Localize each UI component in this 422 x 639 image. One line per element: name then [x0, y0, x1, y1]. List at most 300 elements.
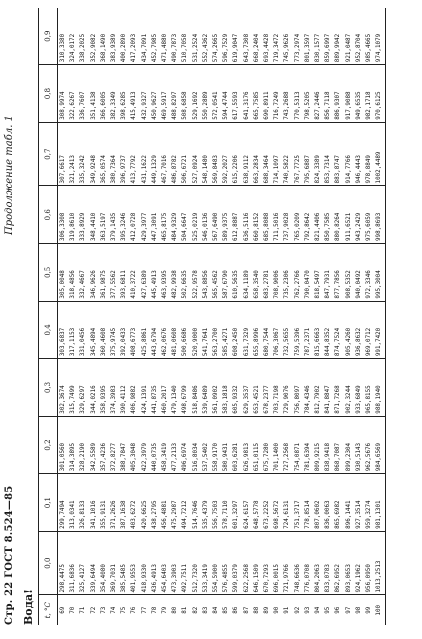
temperature-cell: 74: [109, 595, 119, 625]
table-row: [180, 8, 190, 625]
value-cell: 841,8847: [323, 359, 333, 417]
value-cell: 406,9882: [129, 359, 139, 417]
value-cell: 678,2377: [262, 359, 272, 417]
value-cell: 420,6625: [140, 474, 150, 532]
value-cell: 703,7198: [272, 359, 282, 417]
column-header: 0,3: [39, 359, 58, 417]
value-cell: 610,5635: [231, 244, 241, 302]
value-cell: 1013,2513: [374, 531, 385, 595]
value-cell: 608,2450: [231, 301, 241, 359]
temperature-cell: 93: [303, 595, 313, 625]
value-cell: 865,6982: [333, 474, 343, 532]
value-cell: 729,9076: [282, 359, 292, 417]
value-cell: 522,9578: [191, 244, 201, 302]
value-cell: 548,1480: [201, 122, 211, 186]
value-cell: 344,0216: [89, 359, 99, 417]
value-cell: 567,6490: [211, 186, 221, 244]
value-cell: 398,6285: [119, 65, 129, 123]
value-cell: 905,4260: [344, 301, 354, 359]
value-cell: 563,2700: [211, 301, 221, 359]
value-cell: 460,2017: [160, 359, 170, 417]
value-cell: 339,6494: [89, 531, 99, 595]
value-cell: 762,2766: [293, 244, 303, 302]
value-cell: 338,2025: [80, 33, 87, 63]
value-cell: 422,3979: [140, 416, 150, 474]
temperature-cell: 85: [221, 595, 231, 625]
value-cell: 471,4880: [162, 33, 169, 63]
value-cell: 317,1153: [68, 301, 78, 359]
value-cell: 809,9215: [313, 416, 323, 474]
temperature-cell: 83: [201, 595, 211, 625]
value-cell: 425,8861: [140, 301, 150, 359]
table-row: [272, 8, 282, 625]
value-cell: 874,7524: [333, 301, 343, 359]
value-cell: 871,7268: [333, 359, 343, 417]
value-cell: 506,6721: [180, 122, 190, 186]
value-cell: 533,3419: [201, 531, 211, 595]
value-cell: 319,8610: [68, 186, 78, 244]
value-cell: 972,3346: [364, 244, 374, 302]
value-cell: 838,9418: [323, 416, 333, 474]
value-cell: 617,5593: [231, 65, 241, 123]
value-cell: 956,0950: [364, 531, 374, 595]
value-cell: 576,4855: [221, 531, 231, 595]
value-cell: 413,7792: [129, 122, 139, 186]
value-cell: 558,9170: [211, 416, 221, 474]
saturation-data-table: [38, 8, 386, 625]
value-cell: 787,2371: [303, 301, 313, 359]
value-cell: 308,9974: [58, 65, 69, 123]
value-cell: 833,0783: [323, 531, 333, 595]
value-cell: 529,1692: [191, 65, 201, 123]
value-cell: 396,9737: [119, 122, 129, 186]
value-cell: 807,0602: [313, 474, 323, 532]
value-cell: 341,1016: [89, 474, 99, 532]
table-row: [364, 8, 374, 625]
value-cell: 374,3983: [109, 359, 119, 417]
value-cell: 486,8782: [170, 122, 180, 186]
value-cell: 306,3308: [58, 186, 69, 244]
value-cell: 349,9248: [89, 122, 99, 186]
value-cell: 403,6272: [129, 474, 139, 532]
column-header: 0,1: [39, 474, 58, 532]
value-cell: 500,6686: [180, 301, 190, 359]
value-cell: 554,5900: [211, 531, 221, 595]
value-cell: 583,1818: [221, 359, 231, 417]
temperature-cell: 91: [282, 595, 292, 625]
value-cell: 751,3717: [293, 474, 303, 532]
value-cell: 458,3419: [160, 416, 170, 474]
table-row: [221, 8, 231, 625]
value-cell: 981,1301: [374, 474, 385, 532]
value-cell: 594,4744: [221, 65, 231, 123]
value-cell: 889,9942: [335, 33, 342, 63]
value-cell: 462,0676: [160, 301, 170, 359]
value-cell: 1002,4489: [374, 122, 385, 186]
value-cell: 665,7585: [252, 65, 262, 123]
value-cell: 494,7212: [180, 474, 190, 532]
value-cell: 346,9626: [89, 244, 99, 302]
value-cell: 685,8088: [262, 186, 272, 244]
temperature-cell: 72: [89, 595, 99, 625]
value-cell: 326,8133: [78, 474, 88, 532]
value-cell: 984,6569: [374, 416, 385, 474]
value-cell: 477,2133: [170, 416, 180, 474]
value-cell: 400,2890: [121, 33, 128, 63]
value-cell: 974,1079: [374, 8, 385, 65]
value-cell: 818,5497: [313, 244, 323, 302]
value-cell: 408,6773: [129, 301, 139, 359]
value-cell: 357,4236: [99, 416, 109, 474]
value-cell: 469,5917: [160, 65, 170, 123]
value-cell: 305,0048: [58, 244, 69, 302]
value-cell: 314,3895: [68, 416, 78, 474]
value-cell: 975,6059: [364, 186, 374, 244]
value-cell: 936,8632: [354, 301, 364, 359]
value-cell: 631,7329: [242, 301, 252, 359]
temperature-cell: 76: [129, 595, 139, 625]
value-cell: 978,8849: [364, 122, 374, 186]
value-cell: 641,3176: [242, 65, 252, 123]
value-cell: 859,6997: [325, 33, 332, 63]
column-header-temperature: t, °C: [39, 595, 58, 625]
value-cell: 456,4881: [160, 474, 170, 532]
value-cell: 318,4856: [68, 244, 78, 302]
value-cell: 401,9553: [129, 531, 139, 595]
value-cell: 360,4608: [99, 301, 109, 359]
temperature-cell: 77: [140, 595, 150, 625]
value-cell: 436,4913: [150, 531, 160, 595]
value-cell: 962,5676: [364, 416, 374, 474]
value-cell: 527,0924: [191, 122, 201, 186]
value-cell: 688,3464: [262, 122, 272, 186]
value-cell: 510,7058: [182, 33, 189, 63]
value-cell: 405,3048: [129, 416, 139, 474]
value-cell: 790,0470: [303, 244, 313, 302]
table-row: [374, 8, 385, 625]
value-cell: 569,8483: [211, 122, 221, 186]
value-cell: 429,3977: [140, 186, 150, 244]
temperature-cell: 89: [262, 595, 272, 625]
value-cell: 693,4428: [264, 33, 271, 63]
value-cell: 680,7544: [262, 301, 272, 359]
value-cell: 877,7856: [333, 244, 343, 302]
value-cell: 850,7585: [323, 186, 333, 244]
value-cell: 424,1391: [140, 359, 150, 417]
temperature-cell: 84: [211, 595, 221, 625]
value-cell: 375,9745: [109, 301, 119, 359]
value-cell: 310,3380: [60, 33, 66, 63]
value-cell: 959,3274: [364, 474, 374, 532]
value-cell: 759,5396: [293, 301, 303, 359]
value-cell: 812,7902: [313, 359, 323, 417]
value-cell: 336,7607: [78, 65, 88, 123]
temperature-cell: 80: [170, 595, 180, 625]
value-cell: 502,6635: [180, 244, 190, 302]
table-row: [313, 8, 323, 625]
value-cell: 634,1189: [242, 244, 252, 302]
table-row: [323, 8, 333, 625]
value-cell: 427,6389: [140, 244, 150, 302]
value-cell: 525,0219: [191, 186, 201, 244]
value-cell: 473,3903: [170, 531, 180, 595]
value-cell: 675,7280: [262, 416, 272, 474]
value-cell: 643,7308: [243, 33, 250, 63]
temperature-cell: 90: [272, 595, 282, 625]
value-cell: 745,9626: [284, 33, 291, 63]
value-cell: 498,6799: [180, 359, 190, 417]
value-cell: 379,1435: [109, 186, 119, 244]
value-cell: 778,8514: [303, 474, 313, 532]
value-cell: 415,4913: [129, 65, 139, 123]
value-cell: 321,2413: [68, 122, 78, 186]
value-cell: 481,0608: [170, 301, 180, 359]
value-cell: 441,8735: [150, 359, 160, 417]
value-cell: 708,9006: [272, 244, 282, 302]
value-cell: 924,1962: [354, 531, 364, 595]
value-cell: 322,6267: [68, 65, 78, 123]
value-cell: 541,7641: [201, 301, 211, 359]
value-cell: 539,6489: [201, 359, 211, 417]
value-cell: 484,9329: [170, 186, 180, 244]
value-cell: 302,3674: [58, 359, 69, 417]
value-cell: 388,7847: [119, 416, 129, 474]
value-cell: 531,2524: [192, 33, 199, 63]
value-cell: 516,8034: [191, 416, 201, 474]
table-row: [58, 8, 69, 625]
value-cell: 970,6125: [374, 65, 385, 123]
column-header: 0,0: [39, 531, 58, 595]
value-cell: 361,9875: [99, 244, 109, 302]
value-cell: 587,6790: [221, 244, 231, 302]
value-cell: 792,8642: [303, 186, 313, 244]
value-cell: 556,7503: [211, 474, 221, 532]
value-cell: 781,6394: [303, 416, 313, 474]
value-cell: 998,8693: [374, 186, 385, 244]
value-cell: 893,0653: [344, 531, 354, 595]
value-cell: 856,7118: [323, 65, 333, 123]
value-cell: 445,4913: [150, 244, 160, 302]
value-cell: 514,7646: [191, 474, 201, 532]
value-cell: 449,1329: [150, 122, 160, 186]
temperature-cell: 78: [150, 595, 160, 625]
table-row: [211, 8, 221, 625]
value-cell: 804,2063: [313, 531, 323, 595]
value-cell: 331,0456: [78, 301, 88, 359]
value-cell: 325,4127: [78, 531, 88, 595]
value-cell: 940,0492: [354, 244, 364, 302]
value-cell: 902,3244: [344, 359, 354, 417]
value-cell: 342,5589: [89, 416, 99, 474]
table-row: [344, 8, 354, 625]
value-cell: 969,0712: [364, 301, 374, 359]
table-row: [201, 8, 211, 625]
value-cell: 714,1097: [272, 122, 282, 186]
value-cell: 868,7087: [333, 416, 343, 474]
value-cell: 463,9395: [160, 244, 170, 302]
temperature-cell: 100: [374, 595, 385, 625]
value-cell: 299,7494: [58, 474, 69, 532]
value-cell: 946,4443: [354, 122, 364, 186]
header-row: [39, 8, 58, 625]
value-cell: 385,5485: [119, 531, 129, 595]
value-cell: 565,4562: [211, 244, 221, 302]
value-cell: 368,1490: [100, 33, 107, 63]
value-cell: 496,6974: [180, 416, 190, 474]
value-cell: 952,8704: [355, 33, 362, 63]
table-row: [68, 8, 78, 625]
value-cell: 701,1400: [272, 416, 282, 474]
value-cell: 383,9389: [111, 33, 118, 63]
value-cell: 303,6837: [58, 301, 69, 359]
value-cell: 432,9327: [140, 65, 150, 123]
value-cell: 668,2404: [253, 33, 260, 63]
value-cell: 552,4362: [202, 33, 209, 63]
value-cell: 574,2665: [213, 33, 220, 63]
value-cell: 412,0728: [129, 186, 139, 244]
value-cell: 949,6535: [354, 65, 364, 123]
value-cell: 622,2568: [242, 531, 252, 595]
value-cell: 313,0341: [68, 474, 78, 532]
value-cell: 911,6521: [344, 186, 354, 244]
value-cell: 683,2781: [262, 244, 272, 302]
value-cell: 896,1441: [344, 474, 354, 532]
value-cell: 332,4667: [78, 244, 88, 302]
value-cell: 348,4410: [89, 186, 99, 244]
value-cell: 324,0172: [70, 33, 77, 63]
value-cell: 599,0379: [231, 531, 241, 595]
value-cell: 690,8911: [262, 65, 272, 123]
value-cell: 991,7420: [374, 301, 385, 359]
value-cell: 619,9047: [233, 33, 240, 63]
table-row: [191, 8, 201, 625]
value-cell: 307,6617: [58, 122, 69, 186]
value-cell: 479,1340: [170, 359, 180, 417]
value-cell: 393,6811: [119, 244, 129, 302]
value-cell: 447,3091: [150, 186, 160, 244]
table-row: [252, 8, 262, 625]
value-cell: 716,7249: [272, 65, 282, 123]
table-row: [89, 8, 99, 625]
value-cell: 328,2190: [78, 416, 88, 474]
value-cell: 434,7091: [141, 33, 148, 63]
value-cell: 827,2446: [313, 65, 323, 123]
value-cell: 933,6849: [354, 359, 364, 417]
value-cell: 410,3722: [129, 244, 139, 302]
value-cell: 638,9112: [242, 122, 252, 186]
value-cell: 756,8097: [293, 359, 303, 417]
value-cell: 706,3067: [272, 301, 282, 359]
temperature-cell: 82: [191, 595, 201, 625]
value-cell: 737,9028: [282, 186, 292, 244]
value-cell: 492,7511: [180, 531, 190, 595]
value-cell: 740,5822: [282, 122, 292, 186]
value-cell: 815,6663: [313, 301, 323, 359]
value-cell: 914,7766: [344, 122, 354, 186]
value-cell: 543,8856: [201, 244, 211, 302]
temperature-cell: 70: [68, 595, 78, 625]
value-cell: 886,9307: [333, 65, 343, 123]
value-cell: 748,6636: [293, 531, 303, 595]
value-cell: 735,2306: [282, 244, 292, 302]
value-cell: 535,4379: [201, 474, 211, 532]
temperature-cell: 98: [354, 595, 364, 625]
value-cell: 844,8352: [323, 301, 333, 359]
value-cell: 355,9131: [99, 474, 109, 532]
value-cell: 965,8155: [364, 359, 374, 417]
value-cell: 648,5778: [252, 474, 262, 532]
value-cell: 488,8297: [170, 65, 180, 123]
value-cell: 417,2093: [131, 33, 138, 63]
temperature-cell: 92: [293, 595, 303, 625]
value-cell: 431,1622: [140, 122, 150, 186]
column-header: 0,4: [39, 301, 58, 359]
table-row: [129, 8, 139, 625]
value-cell: 452,7985: [151, 33, 158, 63]
value-cell: 767,7725: [293, 122, 303, 186]
value-cell: 776,0708: [303, 531, 313, 595]
value-cell: 298,4475: [58, 531, 69, 595]
value-cell: 601,3297: [231, 474, 241, 532]
value-cell: 908,5352: [344, 244, 354, 302]
value-cell: 626,9813: [242, 416, 252, 474]
temperature-cell: 81: [180, 595, 190, 625]
temperature-cell: 75: [119, 595, 129, 625]
value-cell: 798,5205: [303, 65, 313, 123]
value-cell: 438,2795: [150, 474, 160, 532]
table-body: [58, 8, 386, 625]
value-cell: 770,5313: [293, 65, 303, 123]
value-cell: 518,8486: [191, 359, 201, 417]
value-cell: 561,0902: [211, 359, 221, 417]
value-cell: 646,1509: [252, 531, 262, 595]
value-cell: 329,6297: [78, 359, 88, 417]
column-header: 0,2: [39, 416, 58, 474]
value-cell: 605,9332: [231, 359, 241, 417]
column-header: 0,8: [39, 65, 58, 123]
value-cell: 724,6131: [282, 474, 292, 532]
value-cell: 927,3514: [354, 474, 364, 532]
value-cell: 773,2974: [294, 33, 301, 63]
value-cell: 333,8929: [78, 186, 88, 244]
table-row: [160, 8, 170, 625]
value-cell: 395,3246: [119, 186, 129, 244]
temperature-cell: 79: [160, 595, 170, 625]
value-cell: 550,2889: [201, 65, 211, 123]
value-cell: 836,0063: [323, 474, 333, 532]
column-header: 0,5: [39, 244, 58, 302]
value-cell: 301,0560: [58, 416, 69, 474]
value-cell: 443,6794: [150, 301, 160, 359]
value-cell: 615,2206: [231, 122, 241, 186]
table-row: [242, 8, 252, 625]
value-cell: 546,0136: [201, 186, 211, 244]
value-cell: 372,8277: [109, 416, 119, 474]
value-cell: 847,7931: [323, 244, 333, 302]
value-cell: 930,5143: [354, 416, 364, 474]
value-cell: 988,1940: [374, 359, 385, 417]
value-cell: 985,4665: [366, 33, 373, 63]
value-cell: 467,7016: [160, 122, 170, 186]
value-cell: 636,5116: [242, 186, 252, 244]
column-header: 0,9: [39, 8, 58, 65]
value-cell: 335,3242: [78, 122, 88, 186]
value-cell: 512,7320: [191, 531, 201, 595]
value-cell: 982,1718: [364, 65, 374, 123]
value-cell: 795,6887: [303, 122, 313, 186]
value-cell: 363,5197: [99, 186, 109, 244]
value-cell: 440,0735: [150, 416, 160, 474]
